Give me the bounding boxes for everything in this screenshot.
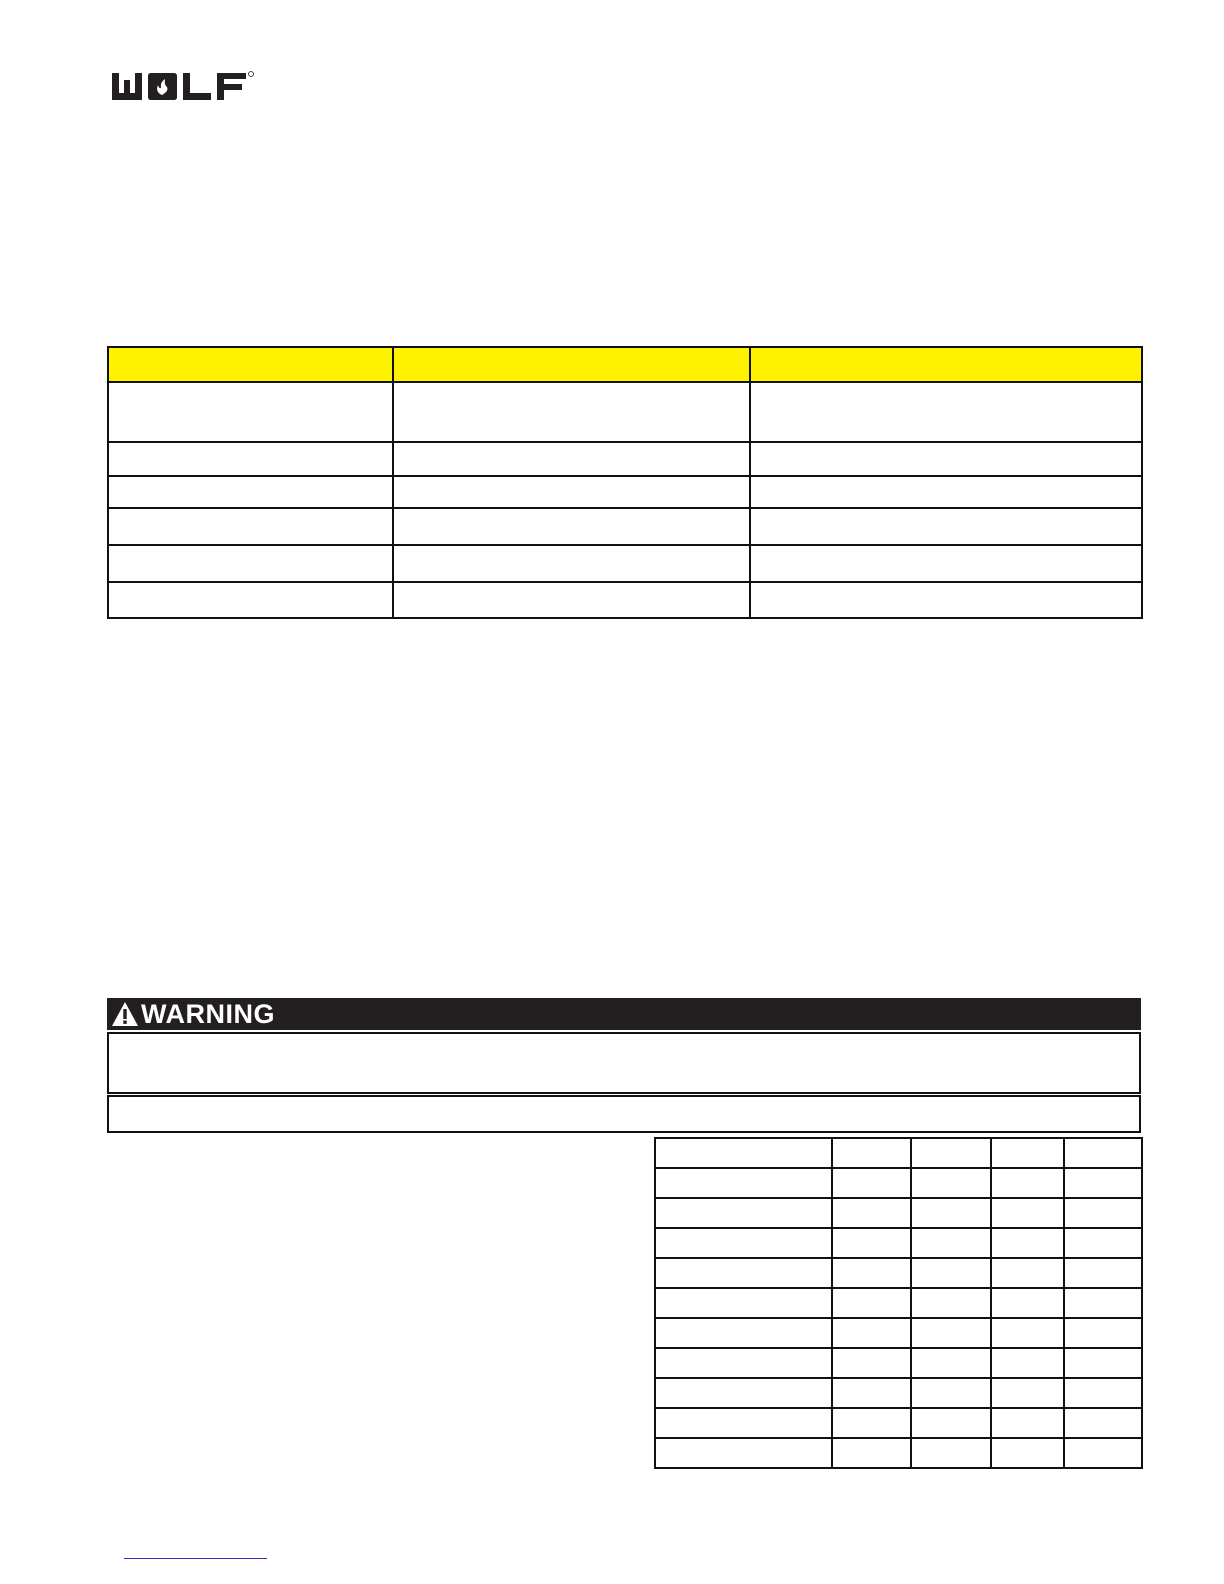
table-cell — [750, 476, 1142, 508]
table-cell — [991, 1378, 1064, 1408]
table-cell — [655, 1408, 832, 1438]
table-cell — [655, 1228, 832, 1258]
table-cell — [832, 1288, 911, 1318]
table-cell — [832, 1318, 911, 1348]
table-cell — [991, 1438, 1064, 1468]
table-cell — [393, 545, 750, 582]
table-cell — [991, 1348, 1064, 1378]
table-cell — [832, 1258, 911, 1288]
table-cell — [108, 476, 393, 508]
table-cell — [911, 1258, 991, 1288]
header-cell — [750, 347, 1142, 382]
table-row — [108, 545, 1142, 582]
table-cell — [1064, 1318, 1142, 1348]
table-cell — [1064, 1348, 1142, 1378]
table-cell — [393, 442, 750, 476]
table-cell — [1064, 1168, 1142, 1198]
table-cell — [991, 1258, 1064, 1288]
table-cell — [1064, 1198, 1142, 1228]
table-cell — [991, 1198, 1064, 1228]
table-row — [655, 1168, 1142, 1198]
table-cell — [1064, 1408, 1142, 1438]
table-cell — [655, 1138, 832, 1168]
footer-link[interactable] — [124, 1558, 267, 1559]
table-cell — [393, 476, 750, 508]
table-cell — [832, 1348, 911, 1378]
table-cell — [911, 1168, 991, 1198]
table-cell — [911, 1318, 991, 1348]
table-cell — [832, 1198, 911, 1228]
table-cell — [991, 1318, 1064, 1348]
table-cell — [108, 382, 393, 442]
table-cell — [750, 442, 1142, 476]
warning-label: WARNING — [141, 999, 275, 1029]
table-cell — [655, 1438, 832, 1468]
table-row — [108, 476, 1142, 508]
table-cell — [911, 1408, 991, 1438]
table-cell — [832, 1228, 911, 1258]
table-cell — [1064, 1438, 1142, 1468]
table-cell — [655, 1168, 832, 1198]
table-row — [108, 582, 1142, 618]
table-cell — [655, 1258, 832, 1288]
table-cell — [991, 1288, 1064, 1318]
wolf-logo — [110, 68, 290, 104]
dimension-table — [654, 1137, 1143, 1469]
table-cell — [991, 1228, 1064, 1258]
table-row — [655, 1138, 1142, 1168]
specification-table — [107, 346, 1143, 619]
table-row — [655, 1228, 1142, 1258]
header-cell — [393, 347, 750, 382]
table-cell — [1064, 1258, 1142, 1288]
header-cell — [108, 347, 393, 382]
table-cell — [750, 545, 1142, 582]
table-cell — [832, 1438, 911, 1468]
table-cell — [655, 1288, 832, 1318]
table-cell — [832, 1408, 911, 1438]
warning-banner — [107, 998, 1141, 1030]
table-cell — [655, 1198, 832, 1228]
table-cell — [393, 382, 750, 442]
table-cell — [911, 1288, 991, 1318]
table-row — [655, 1378, 1142, 1408]
table-row — [655, 1258, 1142, 1288]
table-cell — [1064, 1378, 1142, 1408]
table-header-row — [108, 347, 1142, 382]
table-cell — [911, 1228, 991, 1258]
table-cell — [1064, 1288, 1142, 1318]
table-row — [655, 1318, 1142, 1348]
table-cell — [911, 1138, 991, 1168]
table-cell — [911, 1378, 991, 1408]
table-cell — [108, 582, 393, 618]
table-cell — [655, 1348, 832, 1378]
table-cell — [750, 382, 1142, 442]
table-row — [655, 1198, 1142, 1228]
table-cell — [991, 1168, 1064, 1198]
table-cell — [991, 1408, 1064, 1438]
table-cell — [750, 508, 1142, 545]
table-cell — [832, 1138, 911, 1168]
table-row — [655, 1288, 1142, 1318]
table-cell — [991, 1138, 1064, 1168]
table-row — [108, 508, 1142, 545]
table-row — [655, 1348, 1142, 1378]
table-row — [108, 442, 1142, 476]
warning-text-box — [107, 1095, 1141, 1133]
table-cell — [911, 1348, 991, 1378]
warning-triangle-icon — [111, 1001, 139, 1027]
table-cell — [393, 582, 750, 618]
table-cell — [832, 1168, 911, 1198]
table-cell — [832, 1378, 911, 1408]
table-cell — [911, 1198, 991, 1228]
table-cell — [655, 1378, 832, 1408]
table-cell — [393, 508, 750, 545]
table-cell — [655, 1318, 832, 1348]
table-cell — [108, 508, 393, 545]
warning-text-box — [107, 1032, 1141, 1094]
table-row — [108, 382, 1142, 442]
table-cell — [1064, 1138, 1142, 1168]
table-cell — [750, 582, 1142, 618]
table-cell — [911, 1438, 991, 1468]
table-cell — [1064, 1228, 1142, 1258]
table-cell — [108, 545, 393, 582]
table-row — [655, 1438, 1142, 1468]
table-cell — [108, 442, 393, 476]
table-row — [655, 1408, 1142, 1438]
